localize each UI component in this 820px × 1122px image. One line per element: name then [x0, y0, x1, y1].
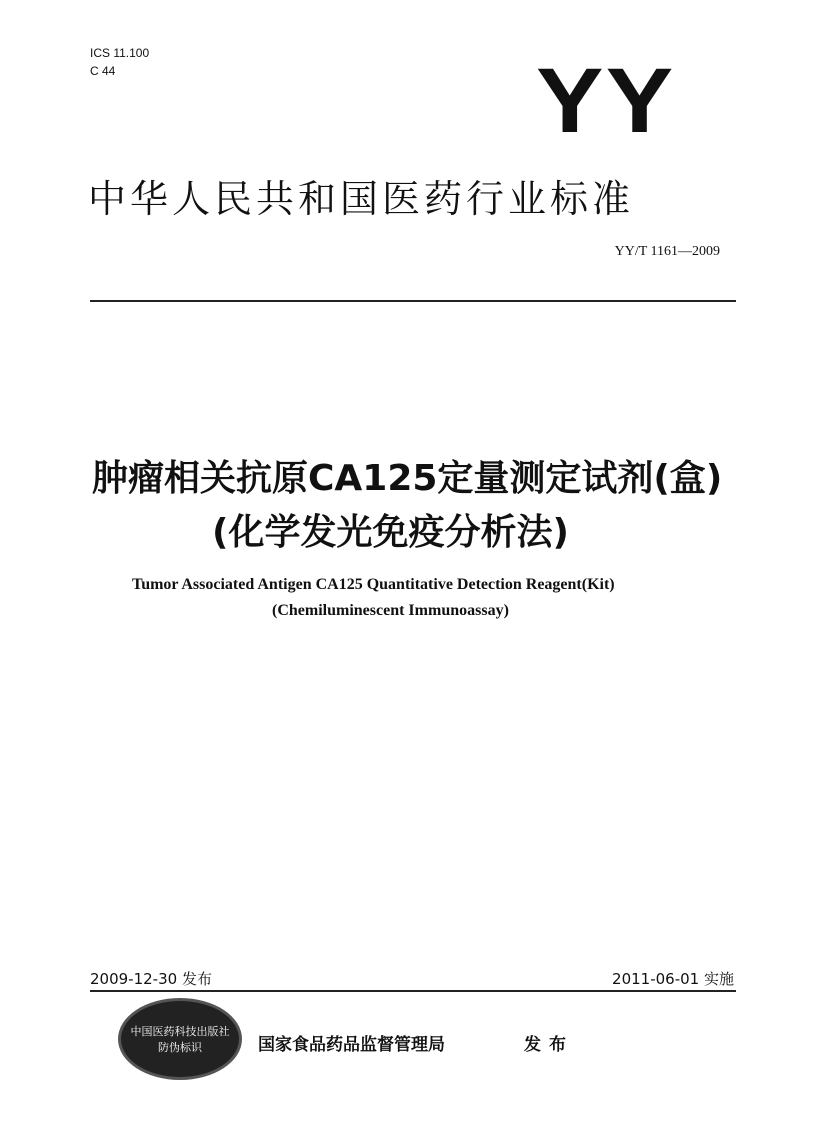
- ics-code: ICS 11.100: [90, 46, 150, 60]
- publish-date: 2009-12-30 发布: [90, 970, 212, 988]
- subtitle-en: (Chemiluminescent Immunoassay): [272, 602, 509, 619]
- divider: [90, 300, 736, 302]
- anti-counterfeit-seal: [118, 998, 242, 1080]
- issuer: 国家食品药品监督管理局: [258, 1035, 445, 1055]
- seal-text: 中国医药科技出版社: [130, 1025, 230, 1038]
- implement-date: 2011-06-01 实施: [612, 970, 734, 988]
- ccs-code: C 44: [90, 64, 116, 78]
- standard-code: YY/T 1161—2009: [614, 244, 720, 259]
- issue-label: 发布: [524, 1035, 574, 1055]
- standard-type: 中华人民共和国医药行业标准: [88, 177, 635, 221]
- title-zh: 肿瘤相关抗原CA125定量测定试剂(盒): [92, 458, 723, 499]
- subtitle-zh: (化学发光免疫分析法): [212, 512, 569, 553]
- divider: [90, 990, 736, 992]
- yy-logo: YY: [536, 50, 676, 152]
- seal-text: 防伪标识: [158, 1041, 202, 1054]
- title-en: Tumor Associated Antigen CA125 Quantitative Detection Reagent(Kit): [132, 576, 615, 593]
- classification: [90, 44, 149, 80]
